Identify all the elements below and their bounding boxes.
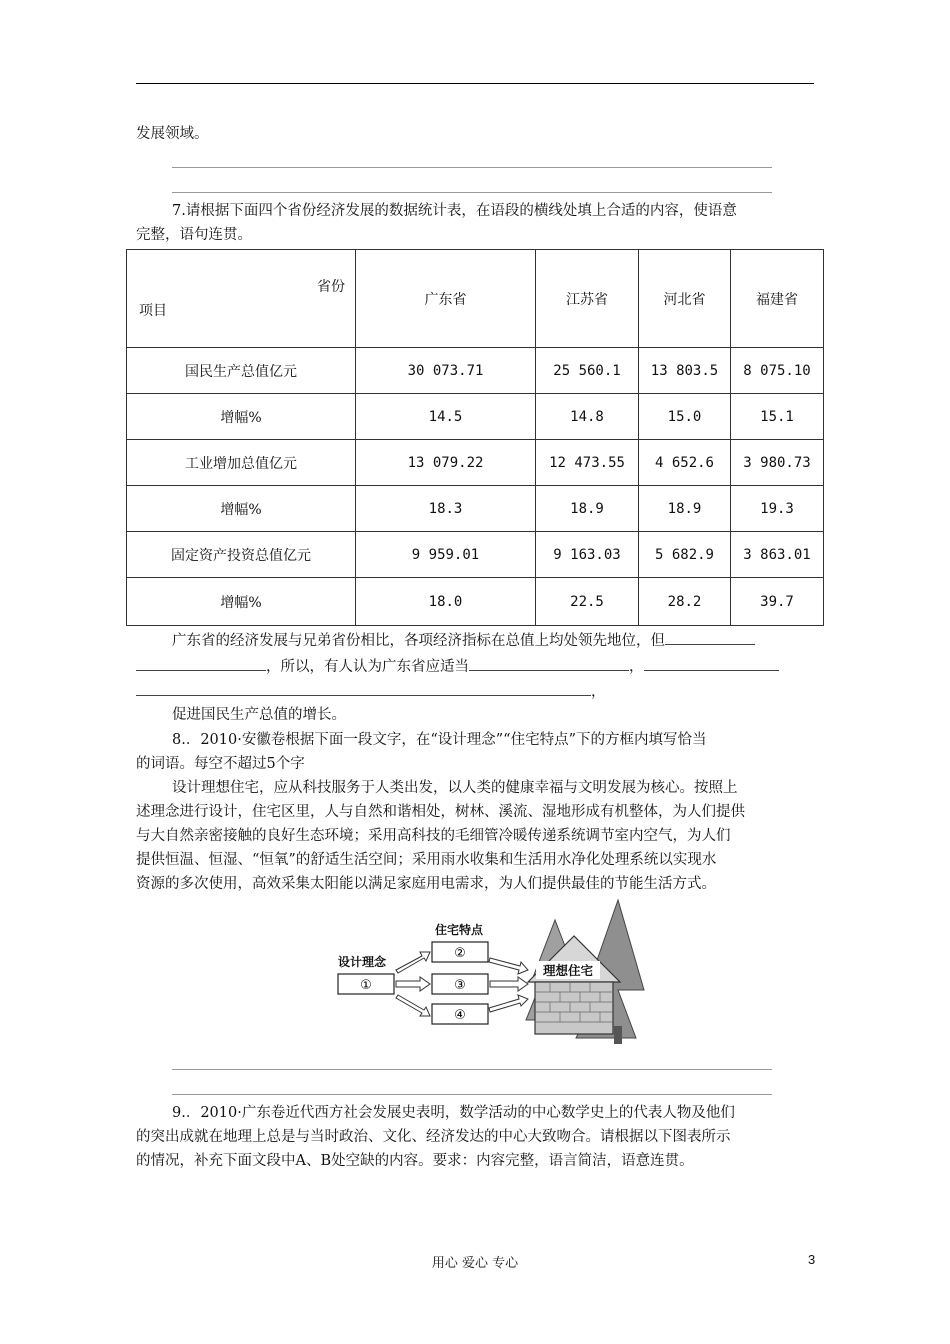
fill-blank[interactable] (136, 678, 591, 696)
ideal-house-diagram (330, 898, 650, 1046)
fill-blank[interactable] (644, 653, 779, 671)
table-cell: 4 652.6 (639, 440, 731, 486)
q7-para-text-d: ， (591, 684, 606, 700)
arrow-icon (396, 995, 430, 1016)
q7-line-2: 完整，语句连贯。 (136, 227, 252, 243)
table-cell: 15.1 (731, 394, 824, 440)
arrow-icon (489, 958, 528, 974)
q7-line-1: 7.请根据下面四个省份经济发展的数据统计表，在语段的横线处填上合适的内容，使语意 (172, 203, 737, 219)
row-label: 增幅% (127, 486, 356, 532)
answer-line-3 (172, 1069, 772, 1070)
q8-body-line: 提供恒温、恒湿、“恒氧”的舒适生活空间；采用雨水收集和生活用水净化处理系统以实现水 (136, 852, 717, 868)
q7-para-text-c: ， (629, 659, 644, 675)
table-cell: 18.9 (536, 486, 639, 532)
tree-trunk-icon (614, 1026, 622, 1044)
answer-line-2 (172, 192, 772, 193)
q7-para-text-a: 广东省的经济发展与兄弟省份相比，各项经济指标在总值上均处领先地位，但 (172, 633, 665, 649)
table-cell: 18.0 (356, 578, 536, 626)
footer-motto: 用心 爱心 专心 (431, 1256, 519, 1271)
table-cell: 18.9 (639, 486, 731, 532)
table-cell: 19.3 (731, 486, 824, 532)
answer-line-1 (172, 167, 772, 168)
table-cell: 9 959.01 (356, 532, 536, 578)
box-label: ③ (454, 978, 466, 993)
q7-paragraph-line-3 (136, 678, 816, 704)
q8-body-line: 述理念进行设计，住宅区里，人与自然和谐相处，树林、溪流、湿地形成有机整体，为人们提供 (136, 804, 745, 820)
q7-paragraph-line-1 (136, 627, 816, 653)
q8-line-1: 8.．2010·安徽卷根据下面一段文字，在“设计理念”“住宅特点”下的方框内填写恰当 (172, 732, 707, 748)
row-label: 国民生产总值亿元 (127, 348, 356, 394)
table-row (127, 532, 824, 578)
table-corner-cell (127, 250, 356, 348)
table-cell: 3 980.73 (731, 440, 824, 486)
table-cell: 30 073.71 (356, 348, 536, 394)
answer-line-4 (172, 1094, 772, 1095)
corner-label-item: 项目 (139, 303, 167, 319)
table-row (127, 394, 824, 440)
house-features-label: 住宅特点 (435, 923, 484, 937)
arrow-icon (396, 977, 430, 991)
fill-blank[interactable] (469, 653, 629, 671)
top-text: 发展领域。 (136, 126, 209, 142)
house-label: 理想住宅 (542, 963, 594, 978)
table-row (127, 440, 824, 486)
table-row (127, 348, 824, 394)
row-label: 增幅% (127, 578, 356, 626)
column-header: 福建省 (731, 250, 824, 348)
q8-body-line: 资源的多次使用，高效采集太阳能以满足家庭用电需求，为人们提供最佳的节能生活方式。 (136, 876, 716, 892)
table-cell: 15.0 (639, 394, 731, 440)
table-row (127, 486, 824, 532)
q8-line-2: 的词语。每空不超过5个字 (136, 756, 305, 772)
table-cell: 5 682.9 (639, 532, 731, 578)
q9-line-3: 的情况，补充下面文段中A、B处空缺的内容。要求：内容完整，语言简洁，语意连贯。 (136, 1153, 694, 1169)
q8-body-line: 与大自然亲密接触的良好生态环境；采用高科技的毛细管冷暖传递系统调节室内空气，为人们 (136, 828, 731, 844)
q9-line-2: 的突出成就在地理上总是与当时政治、文化、经济发达的中心大致吻合。请根据以下图表所示 (136, 1129, 731, 1145)
table-cell: 13 803.5 (639, 348, 731, 394)
table-cell: 3 863.01 (731, 532, 824, 578)
table-cell: 28.2 (639, 578, 731, 626)
table-cell: 9 163.03 (536, 532, 639, 578)
arrow-icon (489, 995, 528, 1012)
fill-blank[interactable] (136, 653, 266, 671)
page-number: 3 (808, 1252, 816, 1267)
economy-stats-table (126, 249, 824, 626)
q7-paragraph-line-4: 促进国民生产总值的增长。 (172, 707, 346, 723)
table-cell: 22.5 (536, 578, 639, 626)
table-cell: 14.5 (356, 394, 536, 440)
table-header-row (127, 250, 824, 348)
table-cell: 13 079.22 (356, 440, 536, 486)
row-label: 增幅% (127, 394, 356, 440)
arrow-icon (490, 977, 528, 991)
q8-body-line: 设计理想住宅，应从科技服务于人类出发，以人类的健康幸福与文明发展为核心。按照上 (172, 780, 738, 796)
column-header: 河北省 (639, 250, 731, 348)
column-header: 广东省 (356, 250, 536, 348)
row-label: 固定资产投资总值亿元 (127, 532, 356, 578)
corner-label-province: 省份 (317, 279, 345, 295)
table-row (127, 578, 824, 626)
fill-blank[interactable] (665, 627, 755, 645)
box-label: ① (360, 978, 372, 993)
table-cell: 25 560.1 (536, 348, 639, 394)
q7-paragraph-line-2 (136, 653, 816, 679)
design-concept-label: 设计理念 (338, 955, 387, 969)
table-cell: 39.7 (731, 578, 824, 626)
box-label: ④ (454, 1008, 466, 1023)
table-cell: 14.8 (536, 394, 639, 440)
table-cell: 8 075.10 (731, 348, 824, 394)
arrow-icon (396, 952, 430, 973)
box-label: ② (454, 946, 466, 961)
q7-para-text-b: ，所以，有人认为广东省应适当 (266, 659, 469, 675)
row-label: 工业增加总值亿元 (127, 440, 356, 486)
brick-wall-icon (535, 982, 613, 1034)
header-rule (136, 83, 814, 84)
table-cell: 12 473.55 (536, 440, 639, 486)
column-header: 江苏省 (536, 250, 639, 348)
table-cell: 18.3 (356, 486, 536, 532)
q9-line-1: 9.．2010·广东卷近代西方社会发展史表明，数学活动的中心数学史上的代表人物及他们 (172, 1105, 735, 1121)
